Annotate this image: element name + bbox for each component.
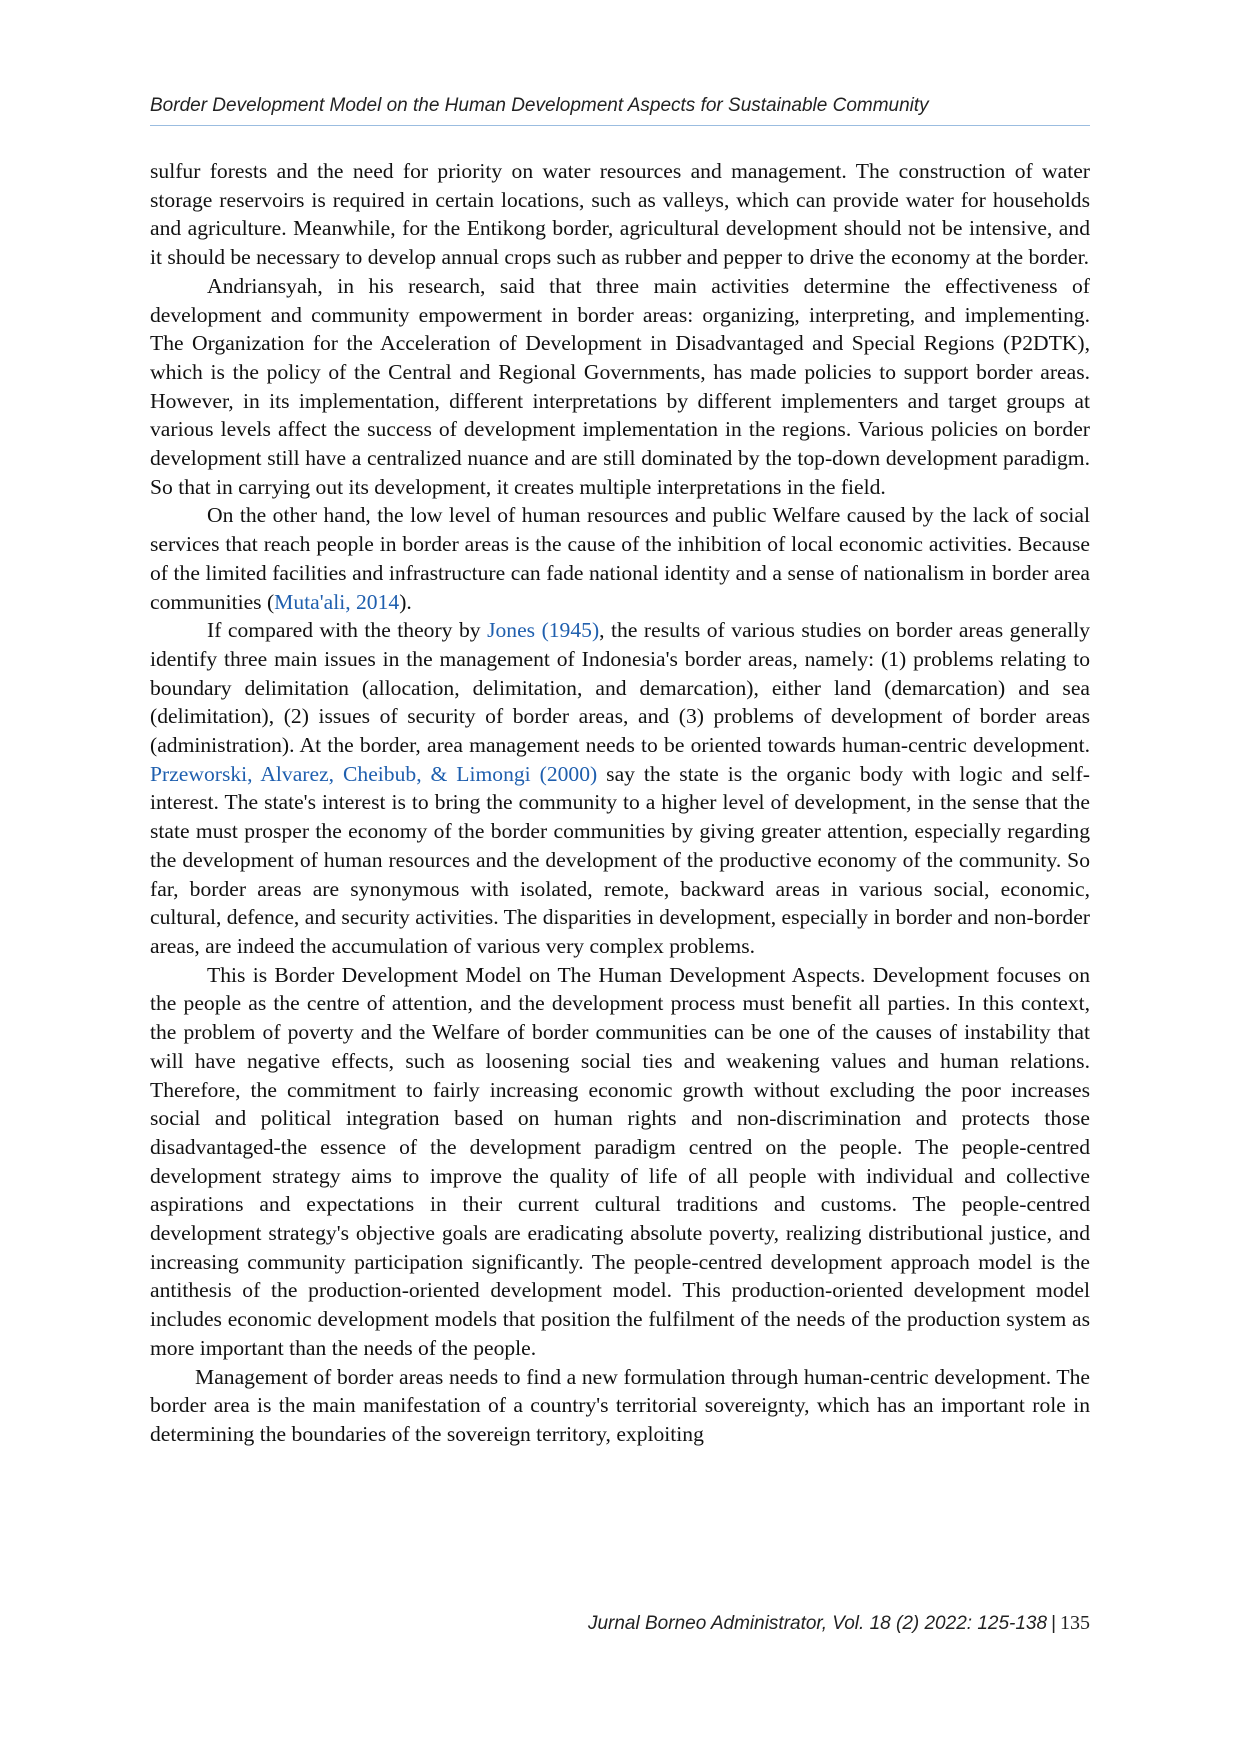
running-header: Border Development Model on the Human Development Aspects for Sustainable Community: [150, 95, 929, 116]
paragraph-5: This is Border Development Model on The Human Development Aspects. Development focuses on the people as the centre of attention, and the development process must benefit all parties. In this context, the problem of poverty and the Welfare of border communities can be one of the causes of instability that will have negative effects, such as loosening social ties and weakening values and human relations. Therefore, the commitment to fairly increasing economic growth without excluding the poor increases social and political integration based on human rights and non-discrimination and protects those disadvantaged-the essence of the development paradigm centred on the people. The people-centred development strategy aims to improve the quality of life of all people with individual and collective aspirations and expectations in their current cultural traditions and customs. The people-centred development strategy's objective goals are eradicating absolute poverty, realizing distributional justice, and increasing community participation significantly. The people-centred development approach model is the antithesis of the production-oriented development model. This production-oriented development model includes economic development models that position the fulfilment of the needs of the production system as more important than the needs of the people.: [150, 962, 1090, 1360]
paragraph-4-text-b: , the results of various studies on border areas generally identify three main issues in the management of Indonesia's border areas, namely: (1) problems relating to boundary delimitation (allocation, delimitation, and demarcation), either land (demarcation) and sea (delimitation), (2) issues of security of border areas, and (3) problems of development of border areas (administration). At the border, area management needs to be oriented towards human-centric development.: [150, 618, 1091, 758]
paragraph-4: [150, 616, 1090, 960]
paragraph-1: sulfur forests and the need for priority on water resources and management. The construction of water storage reservoirs is required in certain locations, such as valleys, which can provide water for households and agriculture. Meanwhile, for the Entikong border, agricultural development should not be intensive, and it should be necessary to develop annual crops such as rubber and pepper to drive the economy at the border.: [150, 159, 1090, 270]
paragraph-4-text-c: say the state is the organic body with logic and self-interest. The state's interest is to bring the community to a higher level of development, in the sense that the state must prosper the economy of the border communities by giving greater attention, especially regarding the development of human resources and the development of the productive economy of the community. So far, border areas are synonymous with isolated, remote, backward areas in various social, economic, cultural, defence, and security activities. The disparities in development, especially in border and non-border areas, are indeed the accumulation of various very complex problems.: [150, 761, 1090, 958]
paragraph-4-text-a: If compared with the theory by: [207, 618, 488, 643]
article-body: [150, 157, 1090, 1449]
paragraph-3-text-a: On the other hand, the low level of human resources and public Welfare caused by the lack of social services that reach people in border areas is the cause of the inhibition of local economic activities. Because of the limited facilities and infrastructure can fade national identity and a sense of nationalism in border area communities (: [150, 503, 1090, 614]
page-footer: [588, 1612, 1090, 1635]
paragraph-3: [150, 501, 1090, 616]
header-divider: [150, 125, 1090, 126]
paragraph-3-text-b: ).: [399, 589, 412, 614]
footer-journal: Jurnal Borneo Administrator, Vol. 18 (2) 2022: 125-138: [587, 1613, 1048, 1634]
paragraph-6: Management of border areas needs to find a new formulation through human-centric development. The border area is the main manifestation of a country's territorial sovereignty, which has an important role in determining the boundaries of the sovereign territory, exploiting: [150, 1364, 1090, 1446]
paragraph-2: Andriansyah, in his research, said that three main activities determine the effectiveness of development and community empowerment in border areas: organizing, interpreting, and implementing. The Organization for the Acceleration of Development in Disadvantaged and Special Regions (P2DTK), which is the policy of the Central and Regional Governments, has made policies to support border areas. However, in its implementation, different interpretations by different implementers and target groups at various levels affect the success of development implementation in the regions. Various policies on border development still have a centralized nuance and are still dominated by the top-down development paradigm. So that in carrying out its development, it creates multiple interpretations in the field.: [150, 273, 1090, 499]
citation-jones-1945[interactable]: Jones (1945): [487, 618, 600, 643]
citation-mutaali-2014[interactable]: Muta'ali, 2014: [274, 589, 400, 614]
footer-separator: |: [1051, 1613, 1056, 1634]
citation-przeworski-2000[interactable]: Przeworski, Alvarez, Cheibub, & Limongi (2000): [150, 761, 598, 786]
page-number: 135: [1060, 1612, 1090, 1634]
